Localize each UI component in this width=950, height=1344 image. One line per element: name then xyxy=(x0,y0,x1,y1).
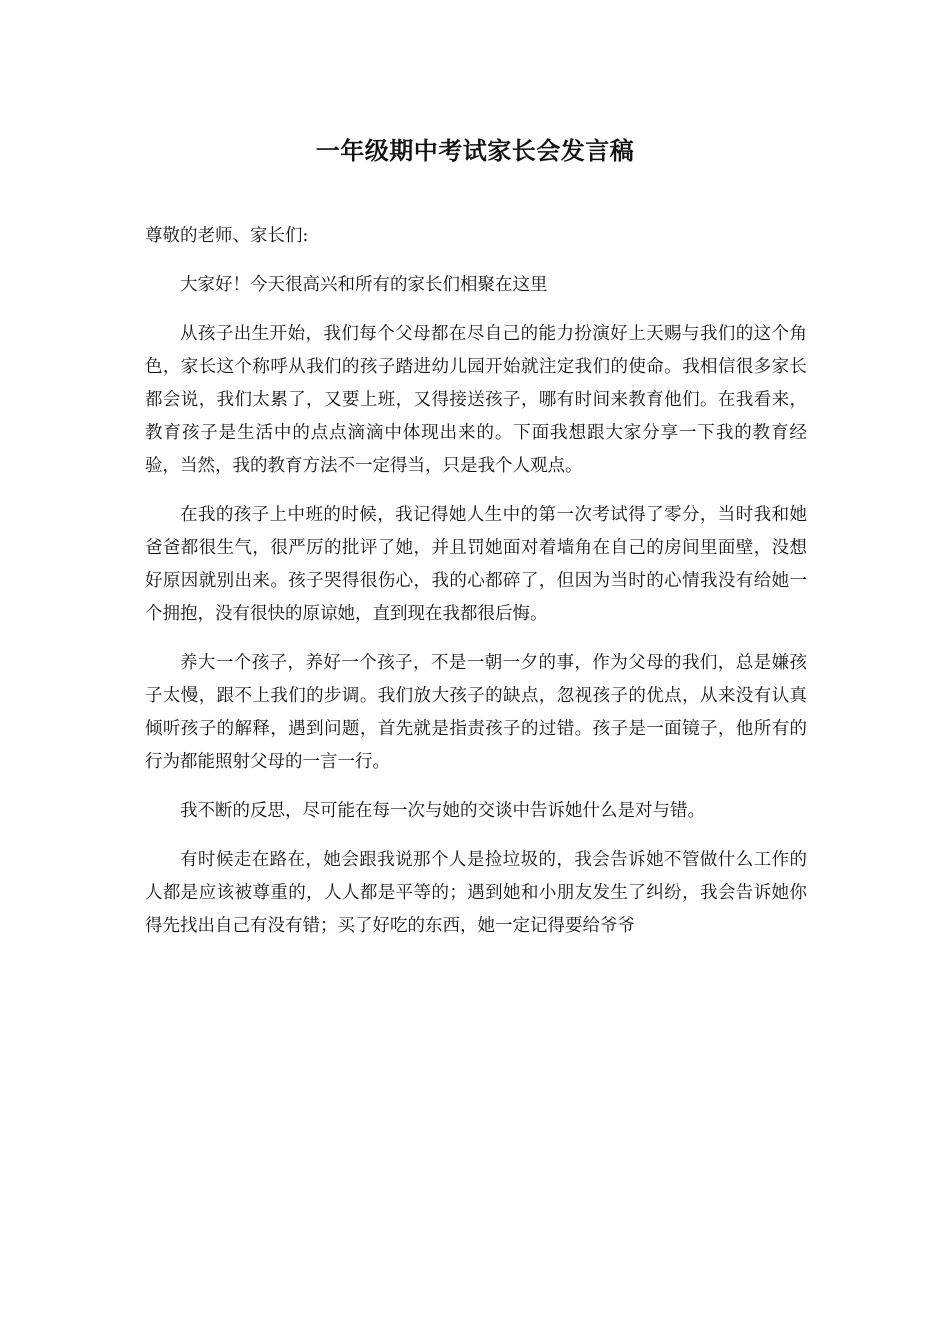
document-title: 一年级期中考试家长会发言稿 xyxy=(315,136,635,165)
paragraph-5: 我不断的反思，尽可能在每一次与她的交谈中告诉她什么是对与错。 xyxy=(180,801,705,821)
greeting-line: 尊敬的老师、家长们: xyxy=(145,226,309,246)
paragraph-6: 有时候走在路在，她会跟我说那个人是捡垃圾的，我会告诉她不管做什么工作的人都是应该被尊重的，人人都是平等的；遇到她和小朋友发生了纠纷，我会告诉她你得先找出自己有没有错；买了好吃的东西，她一定记得要给爷爷 xyxy=(145,850,807,936)
document-body xyxy=(145,220,807,959)
paragraph-1: 大家好！今天很高兴和所有的家长们相聚在这里 xyxy=(180,275,548,295)
paragraph-3: 在我的孩子上中班的时候，我记得她人生中的第一次考试得了零分，当时我和她爸爸都很生气，很严厉的批评了她，并且罚她面对着墙角在自己的房间里面壁，没想好原因就别出来。孩子哭得很伤心，我的心都碎了，但因为当时的心情我没有给她一个拥抱，没有很快的原谅她，直到现在我都很后悔。 xyxy=(145,505,807,624)
paragraph-2: 从孩子出生开始，我们每个父母都在尽自己的能力扮演好上天赐与我们的这个角色，家长这个称呼从我们的孩子踏进幼儿园开始就注定我们的使命。我相信很多家长都会说，我们太累了，又要上班，又得接送孩子，哪有时间来教育他们。在我看来，教育孩子是生活中的点点滴滴中体现出来的。下面我想跟大家分享一下我的教育经验，当然，我的教育方法不一定得当，只是我个人观点。 xyxy=(145,324,807,476)
paragraph-4: 养大一个孩子，养好一个孩子，不是一朝一夕的事，作为父母的我们，总是嫌孩子太慢，跟不上我们的步调。我们放大孩子的缺点，忽视孩子的优点，从来没有认真倾听孩子的解释，遇到问题，首先就是指责孩子的过错。孩子是一面镜子，他所有的行为都能照射父母的一言一行。 xyxy=(145,653,807,772)
